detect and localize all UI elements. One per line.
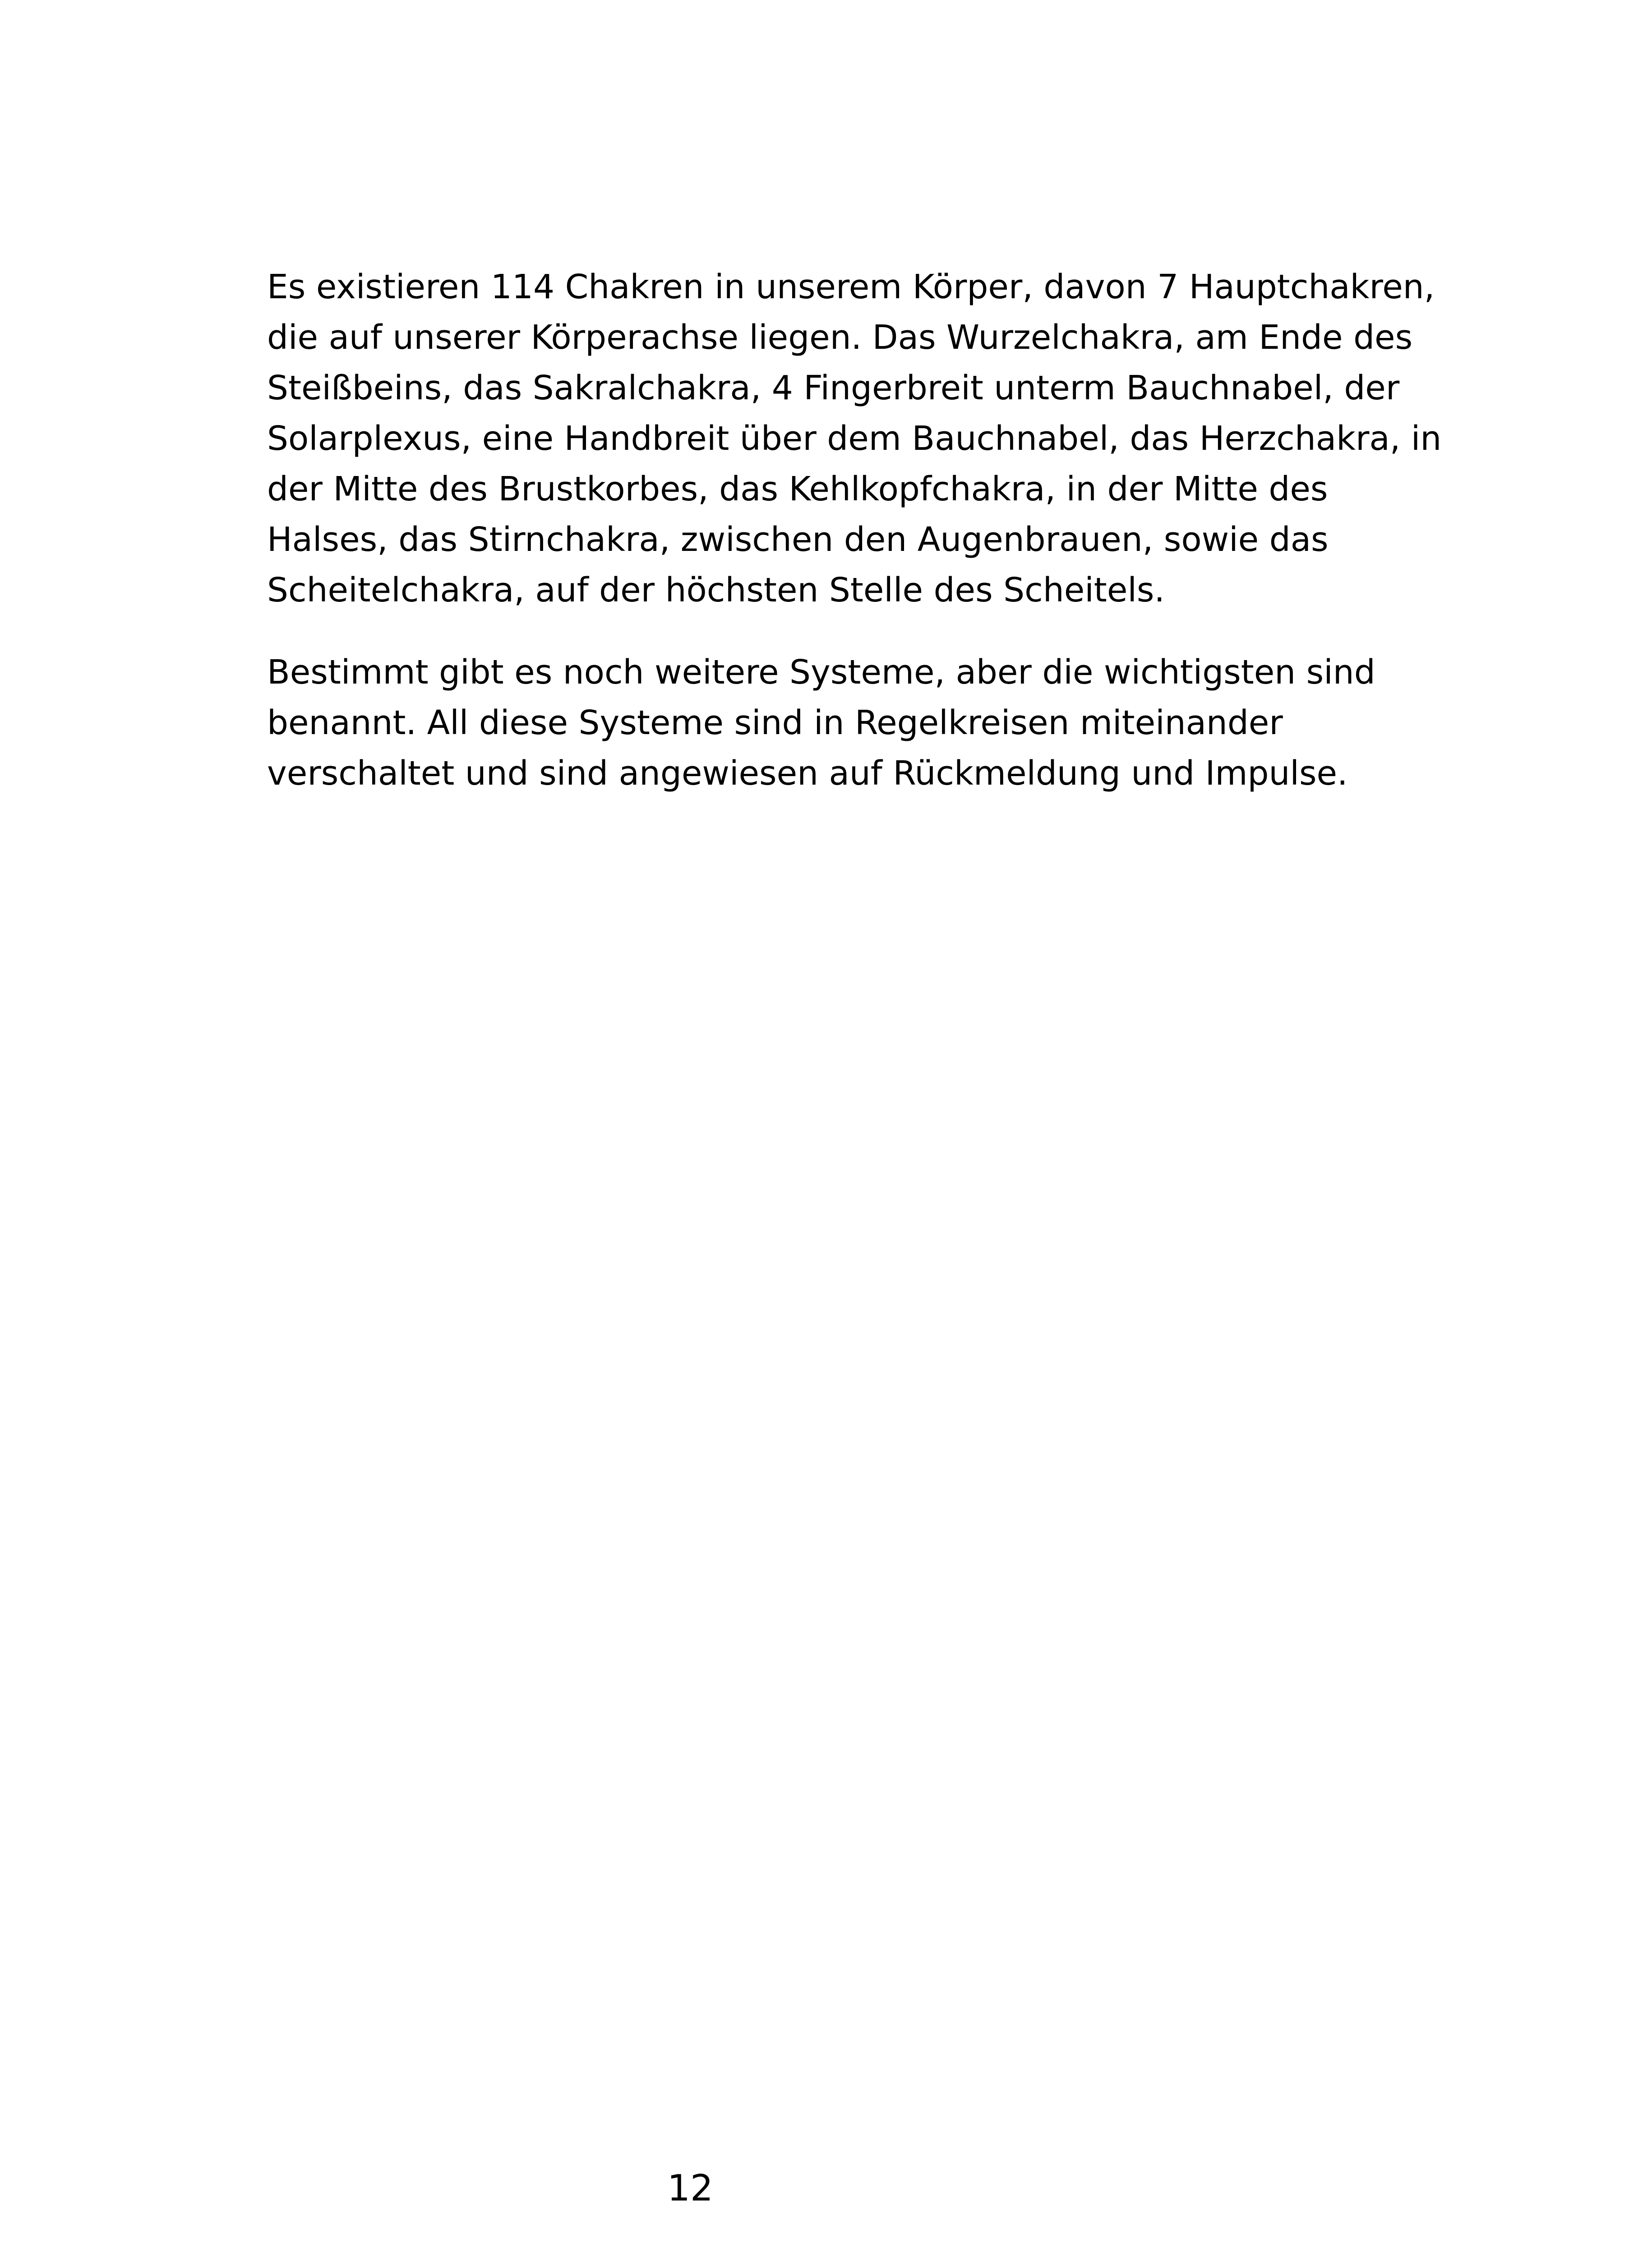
text-line: verschaltet und sind angewiesen auf Rückmeldung und Impulse. (267, 754, 1348, 793)
text-line: Es existieren 114 Chakren in unserem Körper, davon 7 Hauptchakren, (267, 268, 1435, 306)
paragraph-chakras (267, 262, 1442, 615)
text-line: die auf unserer Körperachse liegen. Das Wurzelchakra, am Ende des (267, 318, 1413, 357)
page-number: 12 (667, 2167, 713, 2209)
text-line: benannt. All diese Systeme sind in Regelkreisen miteinander (267, 703, 1283, 742)
text-line: Scheitelchakra, auf der höchsten Stelle des Scheitels. (267, 571, 1165, 610)
text-line: der Mitte des Brustkorbes, das Kehlkopfchakra, in der Mitte des (267, 470, 1328, 509)
paragraph-systems (267, 647, 1422, 799)
body-text (267, 262, 1442, 799)
text-line: Steißbeins, das Sakralchakra, 4 Fingerbreit unterm Bauchnabel, der (267, 369, 1400, 407)
text-line: Bestimmt gibt es noch weitere Systeme, aber die wichtigsten sind (267, 653, 1375, 692)
text-line: Halses, das Stirnchakra, zwischen den Augenbrauen, sowie das (267, 520, 1329, 559)
text-line: Solarplexus, eine Handbreit über dem Bauchnabel, das Herzchakra, in (267, 419, 1442, 458)
